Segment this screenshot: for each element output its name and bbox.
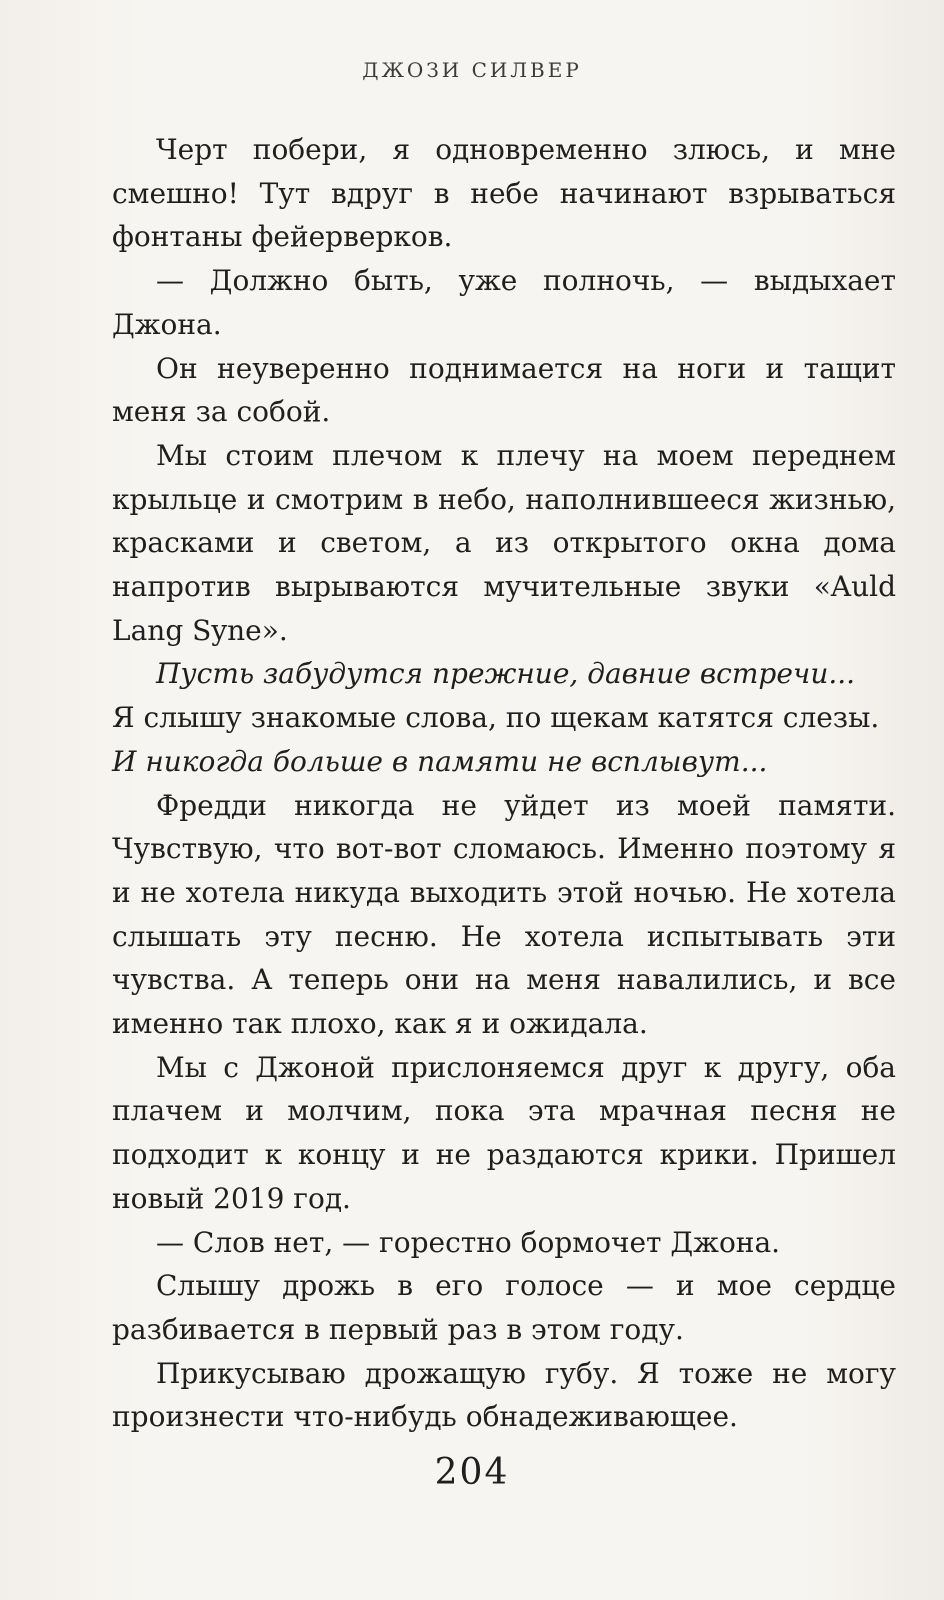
paragraph: Мы с Джоной прислоняемся друг к другу, оба плачем и молчим, пока эта мрачная песня не подходит к концу и не раздаются крики. Пришел новый 2019 год. bbox=[112, 1050, 896, 1215]
running-head-author: ДЖОЗИ СИЛВЕР bbox=[362, 58, 582, 82]
paragraph-dialogue: — Слов нет, — горестно бормочет Джона. bbox=[156, 1225, 781, 1259]
body-text bbox=[112, 128, 896, 1439]
paragraph: Мы стоим плечом к плечу на моем переднем крыльце и смотрим в небо, наполнившееся жизнью, красками и светом, а из открытого окна дома напротив вырываются мучительные звуки «Auld Lang Syne». bbox=[112, 438, 896, 647]
page-number: 204 bbox=[434, 1452, 510, 1493]
paragraph: Фредди никогда не уйдет из моей памяти. Чувствую, что вот-вот сломаюсь. Именно поэтому я и не хотела никуда выходить этой ночью. Не хотела слышать эту песню. Не хотела испытывать эти чувства. А теперь они на меня навалились, и все именно так плохо, как я и ожидала. bbox=[112, 788, 896, 1041]
paragraph: Прикусываю дрожащую губу. Я тоже не могу произнести что-нибудь обнадеживающее. bbox=[112, 1356, 896, 1434]
song-lyric-line: Пусть забудутся прежние, давние встречи... bbox=[156, 657, 856, 691]
paragraph: Он неуверенно поднимается на ноги и тащит меня за собой. bbox=[112, 351, 896, 429]
paragraph: Я слышу знакомые слова, по щекам катятся слезы. bbox=[112, 701, 880, 735]
paragraph-dialogue: — Должно быть, уже полночь, — выдыхает Джона. bbox=[112, 264, 896, 341]
paragraph: Слышу дрожь в его голосе — и мое сердце разбивается в первый раз в этом году. bbox=[112, 1269, 896, 1346]
song-lyric-line: И никогда больше в памяти не всплывут... bbox=[112, 744, 768, 778]
paragraph: Черт побери, я одновременно злюсь, и мне смешно! Тут вдруг в небе начинают взрываться фонтаны фейерверков. bbox=[112, 133, 896, 254]
